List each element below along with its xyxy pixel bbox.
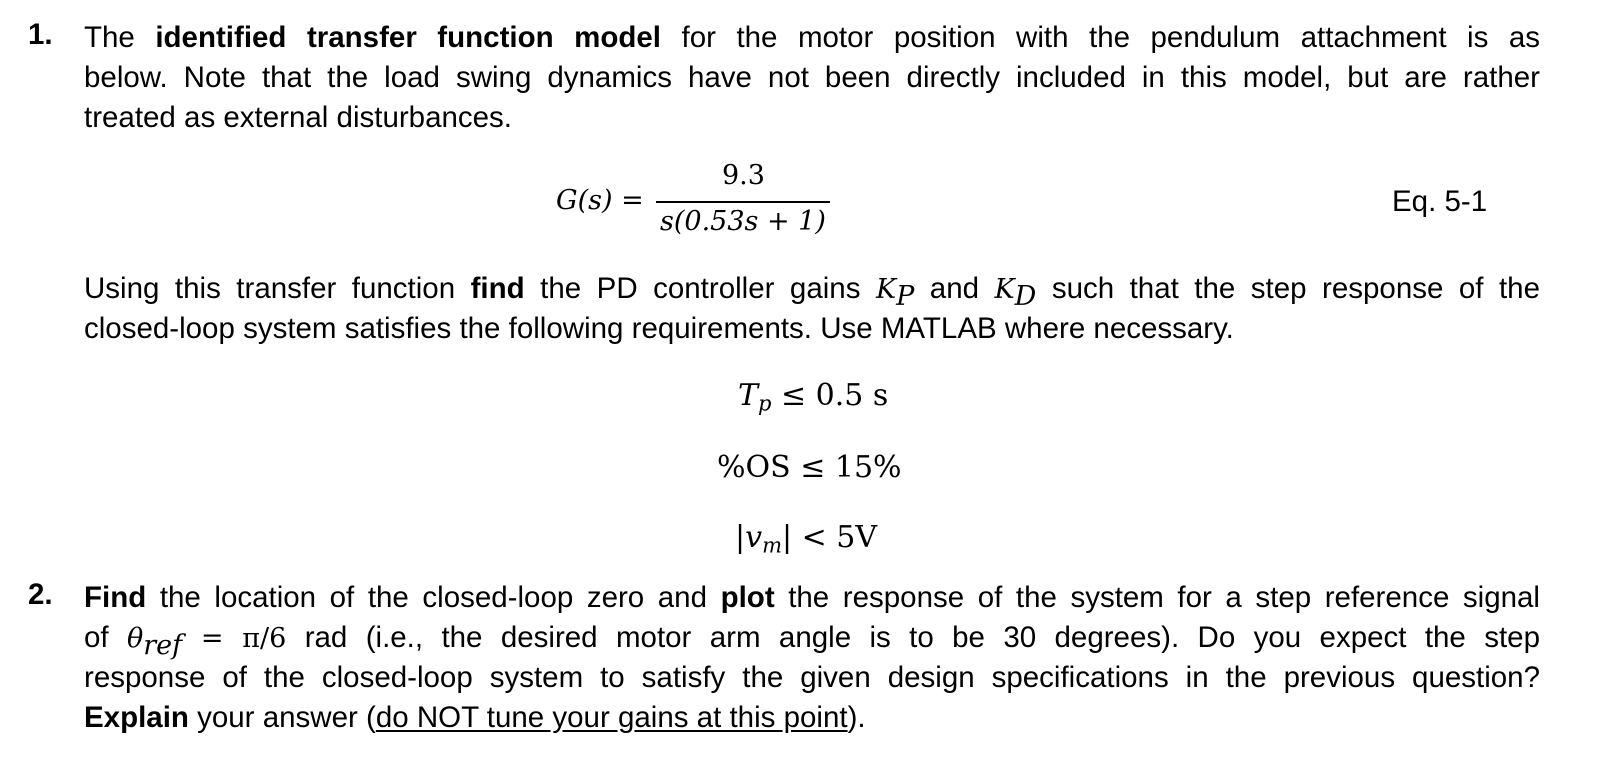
question-1-task xyxy=(84,269,1540,349)
question-2-number: 2. xyxy=(28,578,53,611)
requirement-voltage: $|v_m| < 5V$ xyxy=(735,520,878,558)
q1-line-1: The identified transfer function model for the motor position with the pendulum attachment is as xyxy=(84,21,1540,54)
equation-numerator: 9.3 xyxy=(722,160,765,191)
question-2-text xyxy=(84,578,1540,738)
equation-label: Eq. 5-1 xyxy=(1392,185,1488,218)
q1-line-3: treated as external disturbances. xyxy=(84,101,512,134)
q2-line-1: Find the location of the closed-loop zero and plot the response of the system for a step reference signal xyxy=(84,581,1540,614)
q1-line-2: below. Note that the load swing dynamics have not been directly included in this model, but are rather xyxy=(84,61,1540,94)
q2-line-2: of $\theta_{ref} = \pi/6$ rad (i.e., the desired motor arm angle is to be 30 degrees). Do you expect the step xyxy=(84,621,1540,661)
q1-line-4: Using this transfer function find the PD controller gains $K_P$ and $K_D$ such that the step response of the xyxy=(84,272,1540,312)
equation-lhs: G(s) = xyxy=(556,185,644,216)
question-1-intro xyxy=(84,18,1540,138)
q2-line-4: Explain your answer (do NOT tune your gains at this point). xyxy=(84,701,866,734)
equation-denominator: s(0.53s + 1) xyxy=(660,206,826,237)
question-1-number: 1. xyxy=(28,18,53,51)
underlined-instruction: do NOT tune your gains at this point xyxy=(375,701,848,734)
requirement-peak-time: $T_p \le 0.5$ s xyxy=(738,378,889,416)
fraction-bar xyxy=(656,201,830,203)
requirement-overshoot: %OS ≤ 15% xyxy=(717,450,902,485)
q2-line-3: response of the closed-loop system to satisfy the given design specifications in the previous question? xyxy=(84,661,1540,694)
q1-line-5: closed-loop system satisfies the following requirements. Use MATLAB where necessary. xyxy=(84,312,1234,345)
